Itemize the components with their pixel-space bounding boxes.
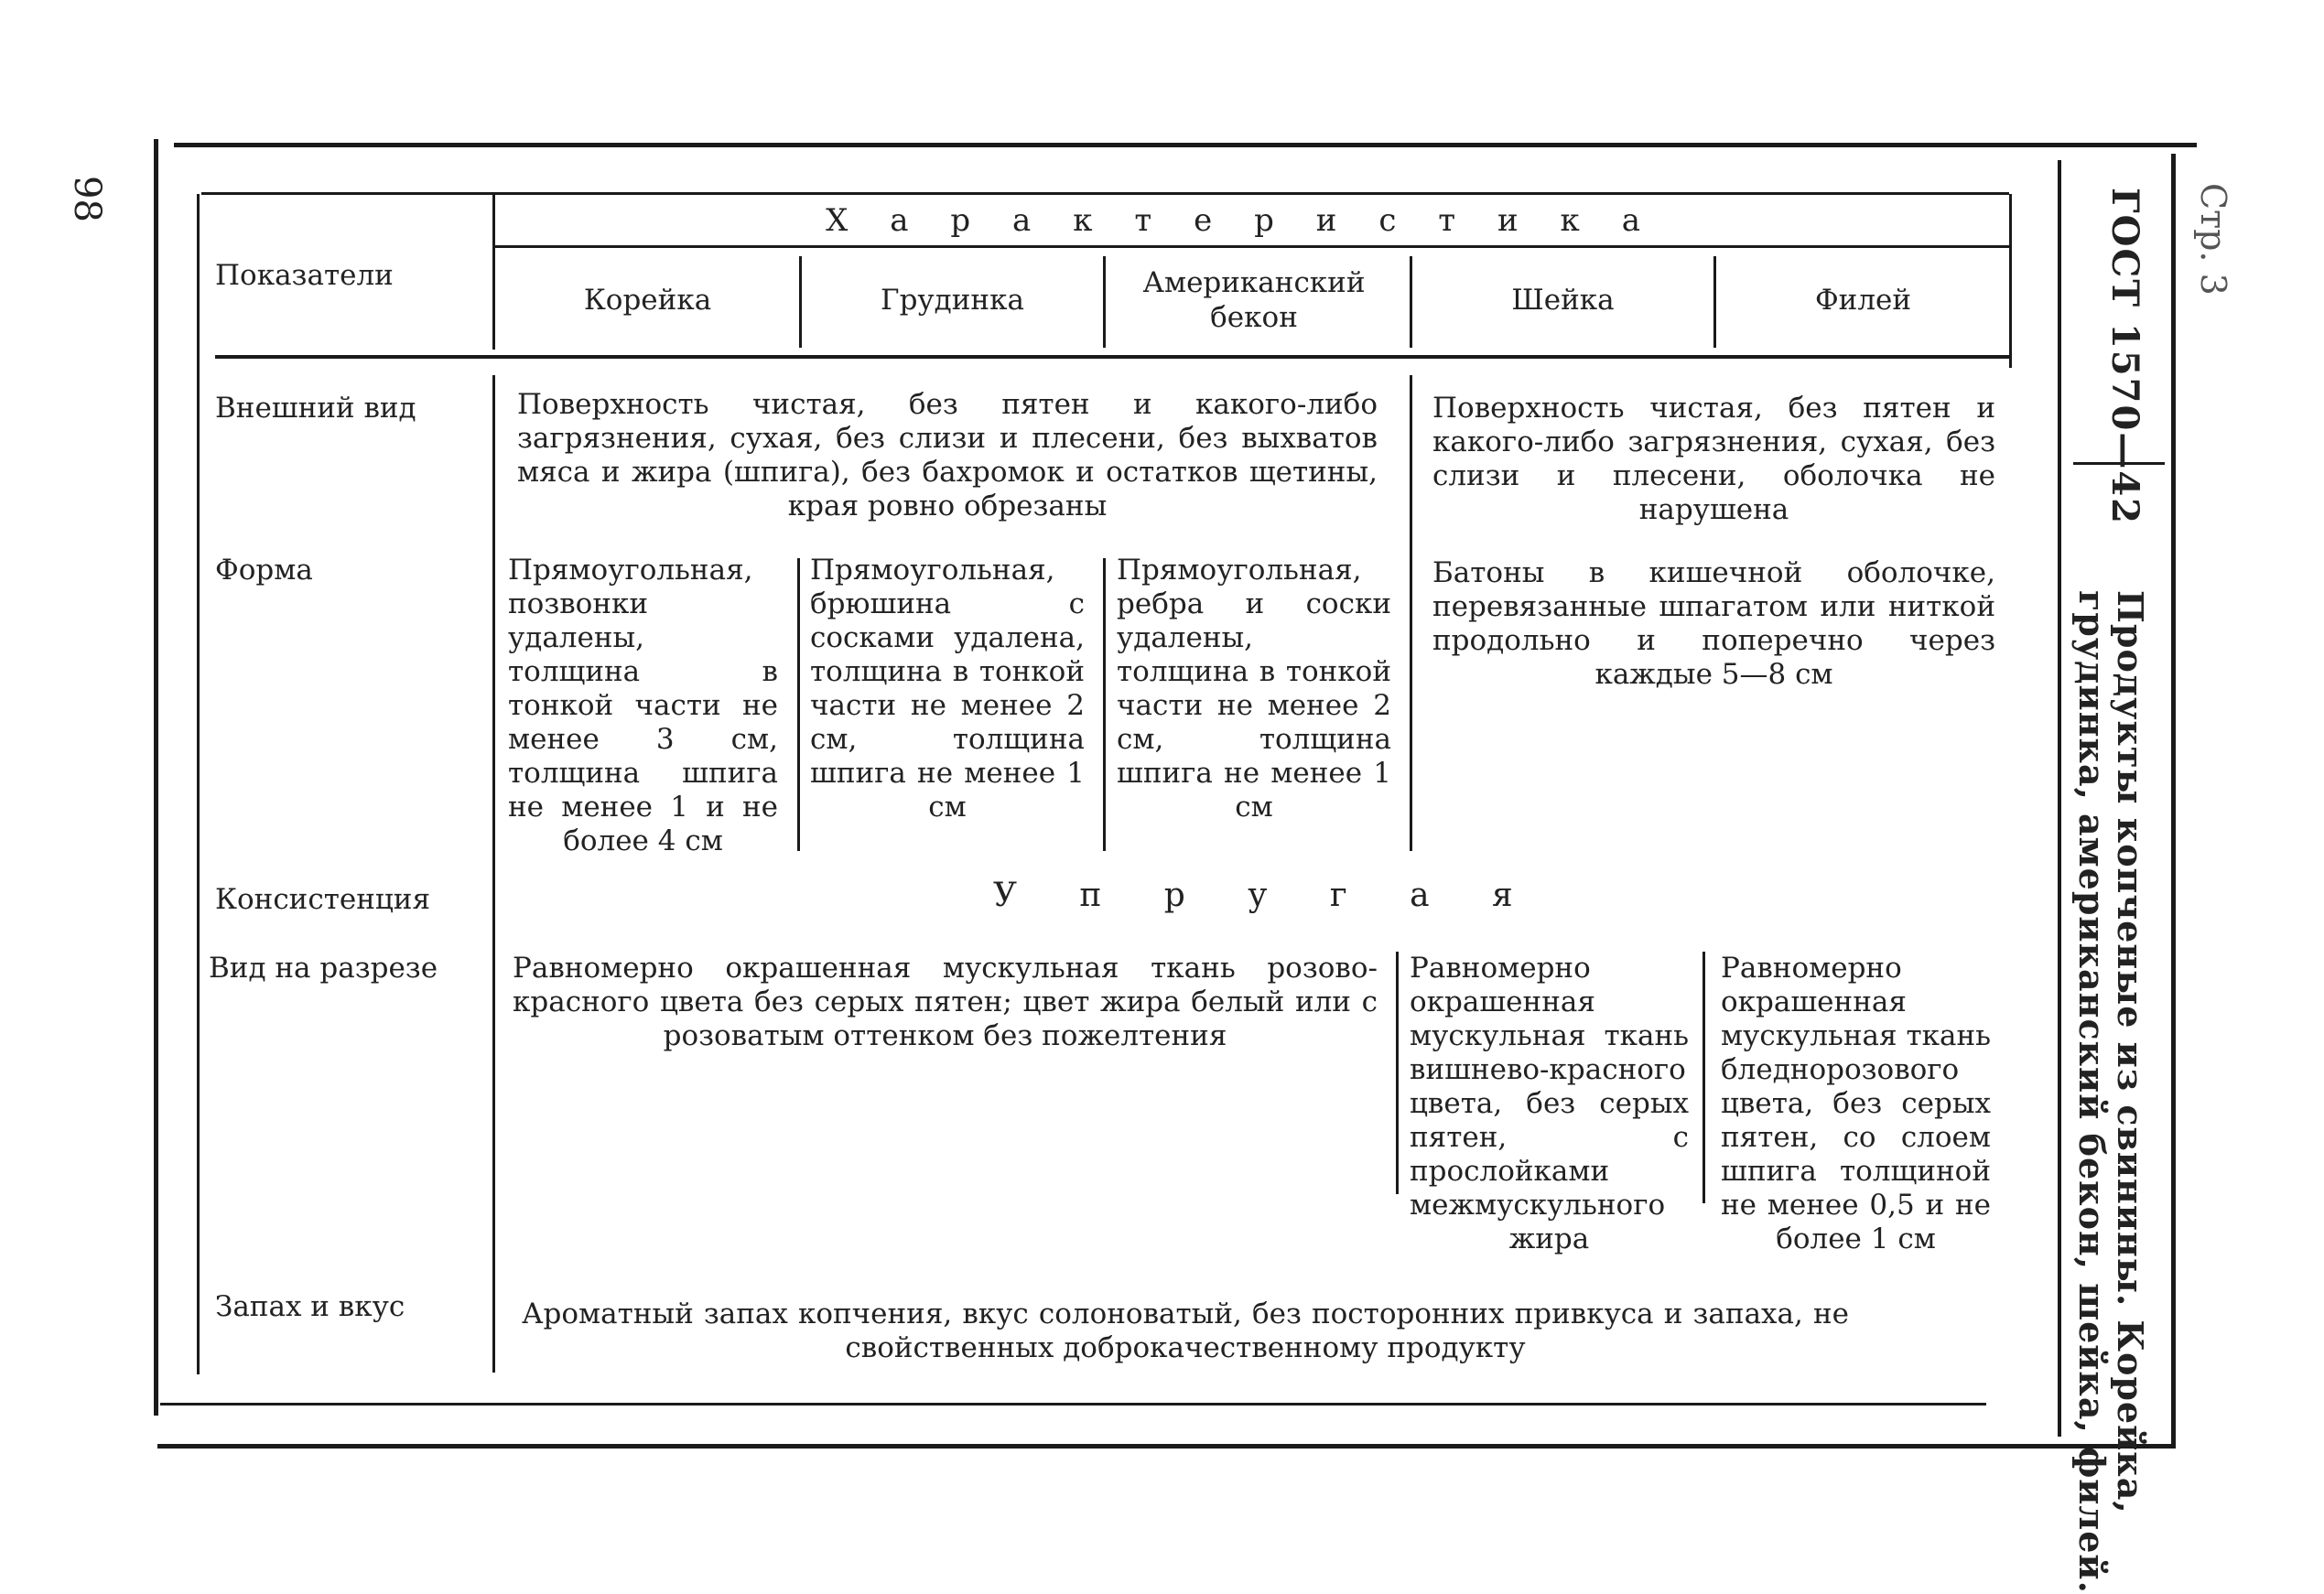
header-col-bekon: Американский бекон [1142, 266, 1366, 334]
cut-divider-2 [1702, 952, 1705, 1203]
form-right-value: Батоны в кишечной оболочке, перевязанные шпагатом или ниткой продольно и поперечно через каждые 5—8 см [1432, 556, 1995, 691]
row-label-form: Форма [215, 554, 313, 587]
appearance-right-value: Поверхность чистая, без пятен и какого-либо загрязнения, сухая, без слизи и плесени, оболочка не нарушена [1432, 392, 1995, 526]
frame-right-line [2171, 154, 2176, 1444]
header-char-rule [494, 245, 2009, 248]
title-line-2: грудинка, американский бекон, шейка, филей. [2071, 590, 2113, 1594]
form-bekon-value: Прямоугольная, ребра и соски удалены, толщина в тонкой части не менее 2 см, толщина шпига не менее 1 см [1117, 554, 1391, 824]
form-divider-1 [797, 558, 800, 851]
form-koreyka-value: Прямоугольная, позвонки удалены, толщина в тонкой части не менее 3 см, толщина шпига не менее 1 и не более 4 см [508, 554, 778, 857]
table-left-border [197, 194, 200, 1374]
cut-left-value: Равномерно окрашенная мускульная ткань розово-красного цвета без серых пятен; цвет жира белый или с розоватым оттенком без пожелтения [513, 952, 1378, 1052]
page-label: Стр. 3 [2193, 183, 2233, 296]
frame-bottom-faint-line [160, 1403, 1986, 1406]
form-grudinka-value: Прямоугольная, брюшина с сосками удалена, толщина в тонкой части не менее 2 см, толщина шпига не менее 1 см [810, 554, 1085, 824]
header-col-divider-2 [1103, 256, 1106, 348]
header-divider-indicators [492, 194, 495, 350]
header-col-divider-1 [799, 256, 802, 348]
header-col-divider-4 [1713, 256, 1716, 348]
frame-top-line [174, 143, 2197, 147]
row-label-cut: Вид на разрезе [209, 952, 438, 985]
cut-divider-1 [1396, 952, 1399, 1194]
header-col-sheyka: Шейка [1511, 284, 1615, 317]
row-label-appearance: Внешний вид [215, 392, 416, 425]
form-divider-2 [1103, 558, 1106, 851]
frame-bottom-line [157, 1444, 2176, 1449]
consistency-value: Упругая [993, 877, 1576, 914]
gost-number: ГОСТ 1570—42 [2103, 188, 2146, 525]
header-bottom-rule [215, 355, 2009, 359]
appearance-left-value: Поверхность чистая, без пятен и какого-либо загрязнения, сухая, без слизи и плесени, без выхватов мяса и жира (шпига), без бахромок и остатков щетины, края ровно обрезаны [517, 388, 1378, 522]
smell-value: Ароматный запах копчения, вкус солоноватый, без посторонних привкуса и запаха, не свойственных доброкачественному продукту [522, 1298, 1849, 1364]
header-col-grudinka: Грудинка [881, 284, 1024, 317]
header-col-koreyka: Корейка [583, 284, 712, 317]
side-divider [2058, 160, 2061, 1437]
header-characteristic: Характеристика [826, 202, 1682, 239]
header-col-divider-3 [1410, 256, 1412, 348]
row-label-smell: Запах и вкус [215, 1290, 405, 1323]
title-line-1: Продукты копченые из свинины. Корейка, [2110, 590, 2151, 1514]
frame-left-line [154, 139, 158, 1416]
table-right-border [2009, 194, 2012, 368]
header-col-filey: Филей [1814, 284, 1912, 317]
header-indicators: Показатели [215, 259, 394, 292]
body-divider-indicators [492, 375, 495, 1373]
page-number: 98 [66, 176, 108, 222]
body-divider-main [1410, 375, 1412, 851]
table-top-rule [201, 192, 2009, 195]
cut-sheyka-value: Равномерно окрашенная мускульная ткань вишнево-красного цвета, без серых пятен, с прослойками межмускульного жира [1410, 952, 1689, 1255]
row-label-consistency: Консистенция [215, 883, 431, 916]
cut-filey-value: Равномерно окрашенная мускульная ткань бледнорозового цвета, без серых пятен, со слоем шпига толщиной не менее 0,5 и не более 1 см [1721, 952, 1991, 1255]
